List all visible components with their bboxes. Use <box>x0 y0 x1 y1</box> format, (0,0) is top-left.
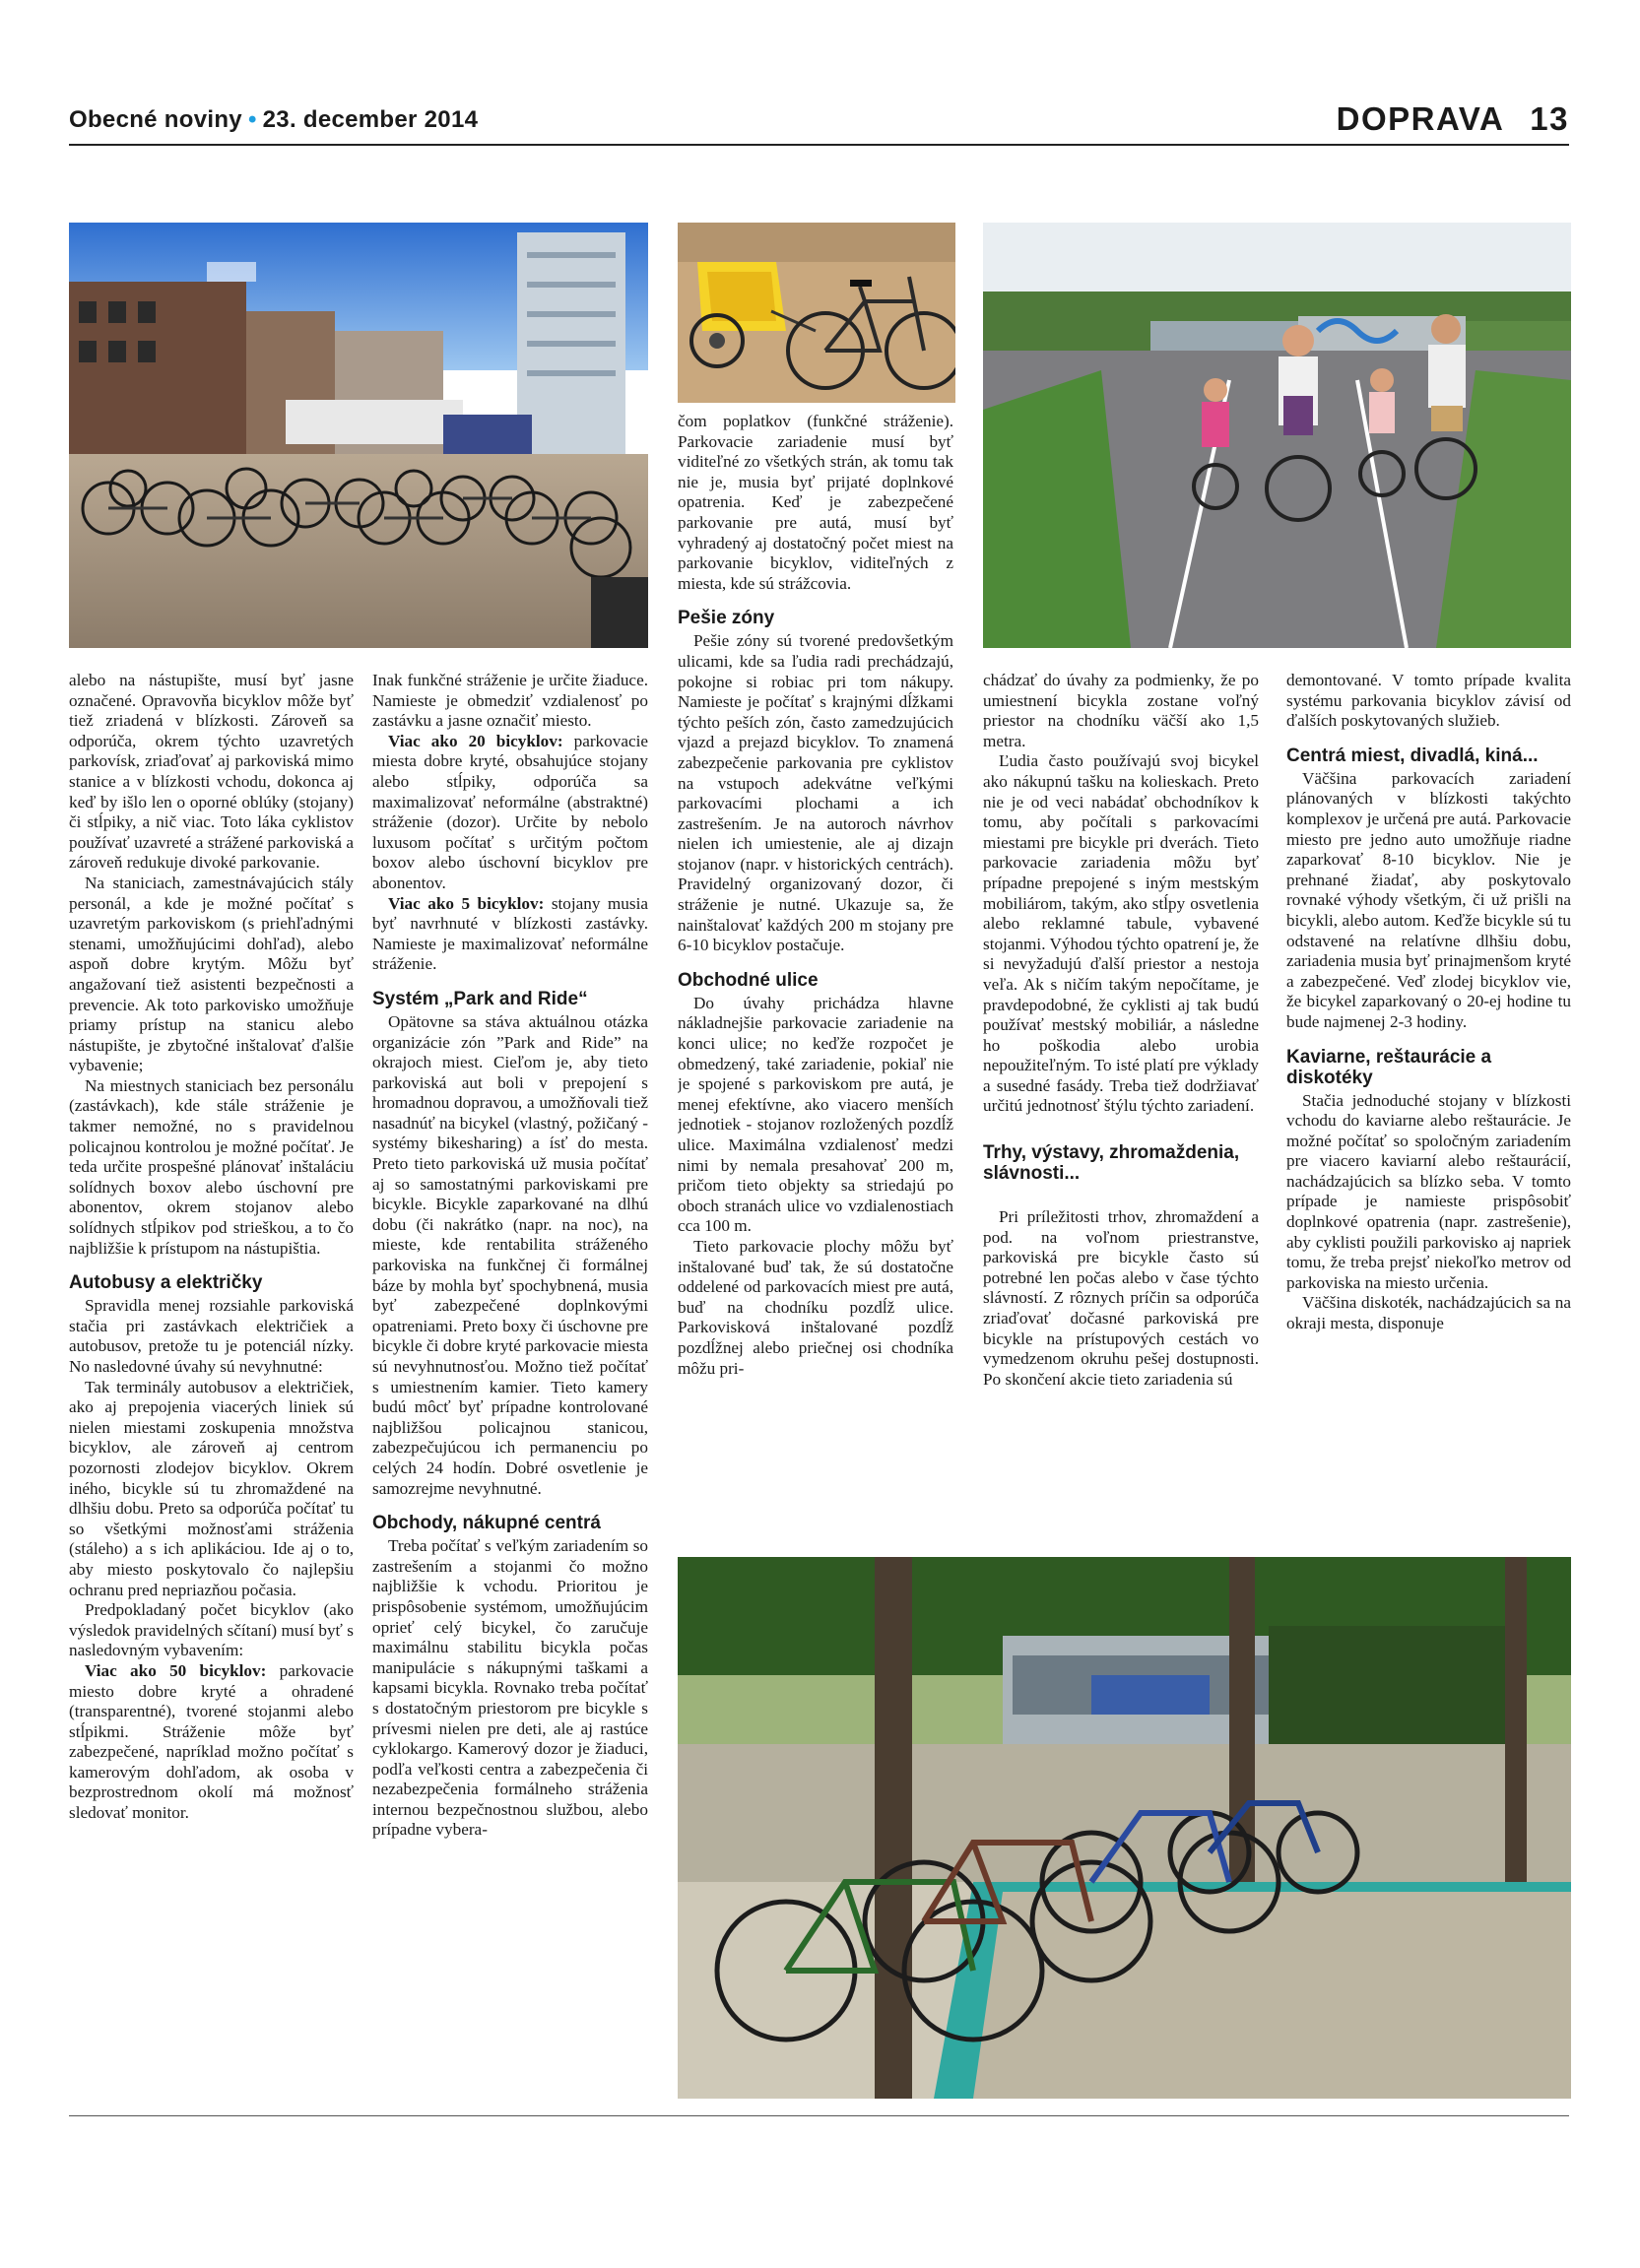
subheading-pedestrian-zones: Pešie zóny <box>678 608 775 629</box>
paragraph: Opätovne sa stáva aktuálnou otázka organizácie zón ”Park and Ride” na okrajoch miest. Cieľom je, aby tieto parkoviská aut boli v prepojení s hromadnou dopravou, a umožňovali tiež nasadnúť na bicykel (vlastný, požičaný - systémy bikesharing) a ísť do mesta. Preto tieto parkoviská už musia počítať aj so samostatnými parkoviskami pre bicykle. Bicykle zaparkované na dlhú dobu (či nakrátko (napr. na noc), na mieste, kde rentabilita stráženého parkoviska na funkčnej či formálnej báze by mohla byť spochybnená, musia byť zabezpečené doplnkovými opatreniami. Preto boxy či úschovne pre bicykle či dobre kryté parkovacie miesta sú nevyhnutnosťou. Možno tiež počítať s umiestnením kamier. Tieto kamery budú môcť byť prípadne kontrolované najbližšou policajnou stanicou, zabezpečujúcou ich permanenciu po celých 24 hodín. Dobré osvetlenie je samozrejme nevyhnutné. <box>372 1011 648 1498</box>
paragraph: Do úvahy prichádza hlavne nákladnejšie parkovacie zariadenie na konci ulice; no keďže rozpočet je obmedzený, také zariadenie, pokiaľ nie je spojené s parkoviskom pre autá, je menej efektívne, ako viacero menších jednotiek - stojanov rozložených pozdĺž ulice. Maximálna vzdialenosť medzi nimi by nemala presahovať 200 m, pričom tieto objekty sa striedajú po oboch stranách ulice vo vzdialenostiach cca 100 m. <box>678 993 953 1236</box>
footer-rule <box>69 2115 1569 2116</box>
section-header <box>1337 100 1569 138</box>
paragraph <box>372 894 648 975</box>
article-column-2 <box>372 671 648 2108</box>
bold-lead: Viac ako 5 bicyklov: <box>388 893 545 913</box>
subheading-buses-trams: Autobusy a električky <box>69 1272 263 1294</box>
subheading-city-centres: Centrá miest, divadlá, kiná... <box>1286 745 1539 766</box>
paragraph: Pri príležitosti trhov, zhromaždení a pod. na voľnom priestranstve, parkoviská pre bicykle často sú potrebné len počas alebo v čase týchto slávností. Z rôznych príčin sa odporúča zriaďovať dočasné parkoviská pre bicykle na prístupových cestách vo vymedzenom okruhu pešej dostupnosti. Po skončení akcie tieto zariadenia sú <box>983 1207 1259 1389</box>
masthead <box>69 106 478 134</box>
section-name: DOPRAVA <box>1336 100 1505 137</box>
paragraph: Tieto parkovacie plochy môžu byť inštalované buď tak, že sú dostatočne oddelené od parkovacích miest pre autá, buď na chodníku pozdĺž ulice. Parkovisková inštalované pozdĺž pozdĺžnej alebo priečnej osi chodníka môžu pri- <box>678 1236 953 1378</box>
paragraph: Tak terminály autobusov a električiek, ako aj prepojenia viacerých liniek sú nielen miestami zoskupenia množstva bicyklov, ale zároveň aj centrom pozornosti zlodejov bicyklov. Okrem iného, bicykle sú tu zhromaždené na dlhšiu dobu. Preto sa odporúča počítať tu so všetkými možnosťami stráženia (stáleho) a s ich aplikáciou. Ide aj o to, aby miesto poskytovalo čo najlepšiu ochranu pred nepriazňou počasia. <box>69 1377 354 1599</box>
paragraph: Pešie zóny sú tvorené predovšetkým ulicami, kde sa ľudia radi prechádzajú, pokojne si robiac pri tom nákupy. Namieste je počítať s krajnými dĺžkami týchto peších zón, často zamedzujúcich vjazd a prejazd bicyklov. To znamená zabezpečenie parkovania pre cyklistov na vstupoch adekvátne veľkými parkovacími plochami a ich zastrešením. Je na autoroch návrhov nielen ich umiestenie, ale aj dizajn stojanov (napr. v historických centrách). Pravidelný organizovaný dozor, či stráženie je nutné. Ukazuje sa, že nainštalovať každých 200 m stojany pre 6-10 bicyklov postačuje. <box>678 631 953 955</box>
paragraph: Väčšina diskoték, nachádzajúcich sa na okraji mesta, disponuje <box>1286 1293 1571 1333</box>
paragraph: Na miestnych staniciach bez personálu (zastávkach), kde stále stráženie je takmer nemožné, no s pravidelnou policajnou kontrolou je možné počítať. Je teda určite prospešné plánovať inštaláciu solídnych boxov alebo úschovní pre abonentov, okrem stojanov alebo solídnych stĺpikov pod strieškou, a to čo najbližšie k prístupom na nástupištia. <box>69 1075 354 1258</box>
article-column-1 <box>69 671 354 2108</box>
paragraph <box>372 732 648 894</box>
paragraph <box>69 1661 354 1824</box>
publication-name: Obecné noviny <box>69 106 242 133</box>
paragraph: čom poplatkov (funkčné stráženie). Parkovacie zariadenie musí byť viditeľné zo všetkých strán, ak tomu tak nie je, musia byť prijaté doplnkové opatrenia. Keď je zabezpečené parkovanie pre autá, musí byť vyhradený aj dostatočný počet miest na parkovanie bicyklov, viditeľných z miesta, kde sú strážcovia. <box>678 412 953 593</box>
paragraph-text: parkovacie miesto dobre kryté a ohradené (transparentné), tvorené stojanmi alebo stĺpikmi. Stráženie môže byť zabezpečené, napríklad možno počítať s kamerovým dohľadom, ak osoba v bezprostrednom okolí má možnosť sledovať monitor. <box>69 1660 354 1823</box>
paragraph: Spravidla menej rozsiahle parkoviská stačia pri zastávkach električiek a autobusov, pretože tu je potenciál nízky. No nasledovné úvahy sú nevyhnutné: <box>69 1296 354 1376</box>
header-rule <box>69 144 1569 146</box>
paragraph-text: parkovacie miesta dobre kryté, obsahujúce stojany alebo stĺpiky, odporúča sa maximalizovať neformálne (abstraktné) stráženie (dozor). Určite by nebolo luxusom počítať s určitým počtom boxov alebo úschovní bicyklov pre abonentov. <box>372 731 648 892</box>
paragraph: Inak funkčné stráženie je určite žiaduce. Namieste je obmedziť vzdialenosť po zastávku a jasne označiť miesto. <box>372 671 648 731</box>
paragraph: Ľudia často používajú svoj bicykel ako nákupnú tašku na kolieskach. Preto nie je od veci nabádať obchodníkov k tomu, aby počítali s parkovacími miestami pre bicykle pri dverách. Tieto parkovacie zariadenia môžu byť prípadne prepojené s iným mestským mobiliárom, takým, ako stĺpy osvetlenia alebo reklamné tabule, vybavené stojanmi. Výhodou týchto opatrení je, že si nevyžadujú ďalší priestor a nestoja veľa. Ak s ničím takým nepočítame, je pravdepodobné, že cyklisti aj tak budú používať mestský mobiliár, a následne ho poškodia alebo urobia nepoužiteľným. To isté platí pre výklady a susedné fasády. Treba tiež dodržiavať určitú jednotnosť štýlu týchto zariadení. <box>983 751 1259 1116</box>
paragraph: Treba počítať s veľkým zariadením so zastrešením a stojanmi čo možno najbližšie k vchodu. Prioritou je prispôsobenie systémom, umožňujúcim oprieť celý bicykel, čo zaručuje maximálnu stabilitu bicykla počas manipulácie s nákupnými taškami a kapsami bicykla. Rovnako treba počítať s dostatočným priestorom pre bicykle s prívesmi nielen pre deti, ale aj rastúce cyklokargo. Kamerový dozor je žiaduci, podľa veľkosti centra a zabezpečenia či nezabezpečenia formálneho stráženia internou bezpečnostnou službou, alebo prípadne vybera- <box>372 1536 648 1840</box>
bicycles-at-tree-photo <box>678 1557 1571 2099</box>
paragraph: Väčšina parkovacích zariadení plánovaných v blízkosti takýchto komplexov je určená pre autá. Parkovacie miesto pre jedno auto umožňuje riadne zaparkovať 8-10 bicyklov. Nie je prehnané žiadať, aby poskytovalo rovnaké výhody všetkým, či už prišli na bicykli, alebo autom. Keďže bicykle sú tu odstavené na relatívne dlhšiu dobu, zariadenia musia byť prinajmenšom kryté a zabezpečené. Veď zlodej bicyklov vie, že bicykel zaparkovaný o 20-ej hodine tu bude najmenej 2-3 hodiny. <box>1286 768 1571 1031</box>
subheading-shops: Obchody, nákupné centrá <box>372 1513 601 1534</box>
bold-lead: Viac ako 50 bicyklov: <box>85 1660 267 1680</box>
paragraph: Na staniciach, zamestnávajúcich stály personál, a kde je možné počítať s uzavretým parkoviskom (s priehľadnými stenami, umožňujúcimi dohľad), alebo aspoň dobre krytým. Môžu byť angažovaní tiež asistenti bezpečnosti a prevencie. Ak toto parkovisko umožňuje priamy prístup na stanicu alebo nástupište, je zbytočné inštalovať ďalšie vybavenie; <box>69 873 354 1075</box>
separator-dot: • <box>247 106 257 133</box>
issue-date: 23. december 2014 <box>262 106 479 133</box>
page-number: 13 <box>1530 100 1569 137</box>
family-cycling-photo <box>983 223 1571 648</box>
bold-lead: Viac ako 20 bicyklov: <box>388 731 563 750</box>
paragraph: alebo na nástupište, musí byť jasne označené. Opravovňa bicyklov môže byť tiež zriadená v blízkosti. Zároveň sa odporúča, okrem týchto uzavretých parkovísk, zriaďovať aj parkoviská mimo stanice a v blízkosti vchodu, dokonca aj keď by išlo len o oporné oblúky (stojany) či stĺpiky, a nič viac. Toto láka cyklistov používať uzavreté a strážené parkoviská a zároveň redukuje divoké parkovanie. <box>69 671 354 873</box>
subheading-park-and-ride: Systém „Park and Ride“ <box>372 988 588 1009</box>
article-column-3 <box>678 412 953 1544</box>
article-column-4 <box>983 671 1259 1545</box>
article-column-5 <box>1286 671 1571 1545</box>
paragraph: Predpokladaný počet bicyklov (ako výsledok pravidelných sčítaní) musí byť s nasledovným vybavením: <box>69 1600 354 1660</box>
paragraph: demontované. V tomto prípade kvalita systému parkovania bicyklov závisí od ďalších poskytovaných služieb. <box>1286 671 1571 731</box>
bicycle-trailer-photo <box>678 223 955 403</box>
subheading-cafes: Kaviarne, reštaurácie a diskotéky <box>1286 1046 1492 1088</box>
paragraph: Stačia jednoduché stojany v blízkosti vchodu do kaviarne alebo reštaurácie. Je možné počítať so spoločným zariadením pre viacero kaviarní alebo reštaurácií, nachádzajúcich sa blízko seba. V tomto prípade je namieste prispôsobiť doplnkové opatrenia (napr. zastrešenie), aby cyklisti použili parkovisko aj napriek tomu, že treba prejsť niekoľko metrov od parkoviska na miesto určenia. <box>1286 1090 1571 1292</box>
paragraph-text: stojany musia byť navrhnuté v blízkosti zastávky. Namieste je maximalizovať neformálne stráženie. <box>372 893 648 974</box>
subheading-shopping-streets: Obchodné ulice <box>678 969 819 991</box>
bicycle-parking-photo <box>69 223 648 648</box>
subheading-markets: Trhy, výstavy, zhromaždenia, slávnosti... <box>983 1142 1240 1185</box>
paragraph: chádzať do úvahy za podmienky, že po umiestnení bicykla zostane voľný priestor na chodníku väčší ako 1,5 metra. <box>983 671 1259 750</box>
